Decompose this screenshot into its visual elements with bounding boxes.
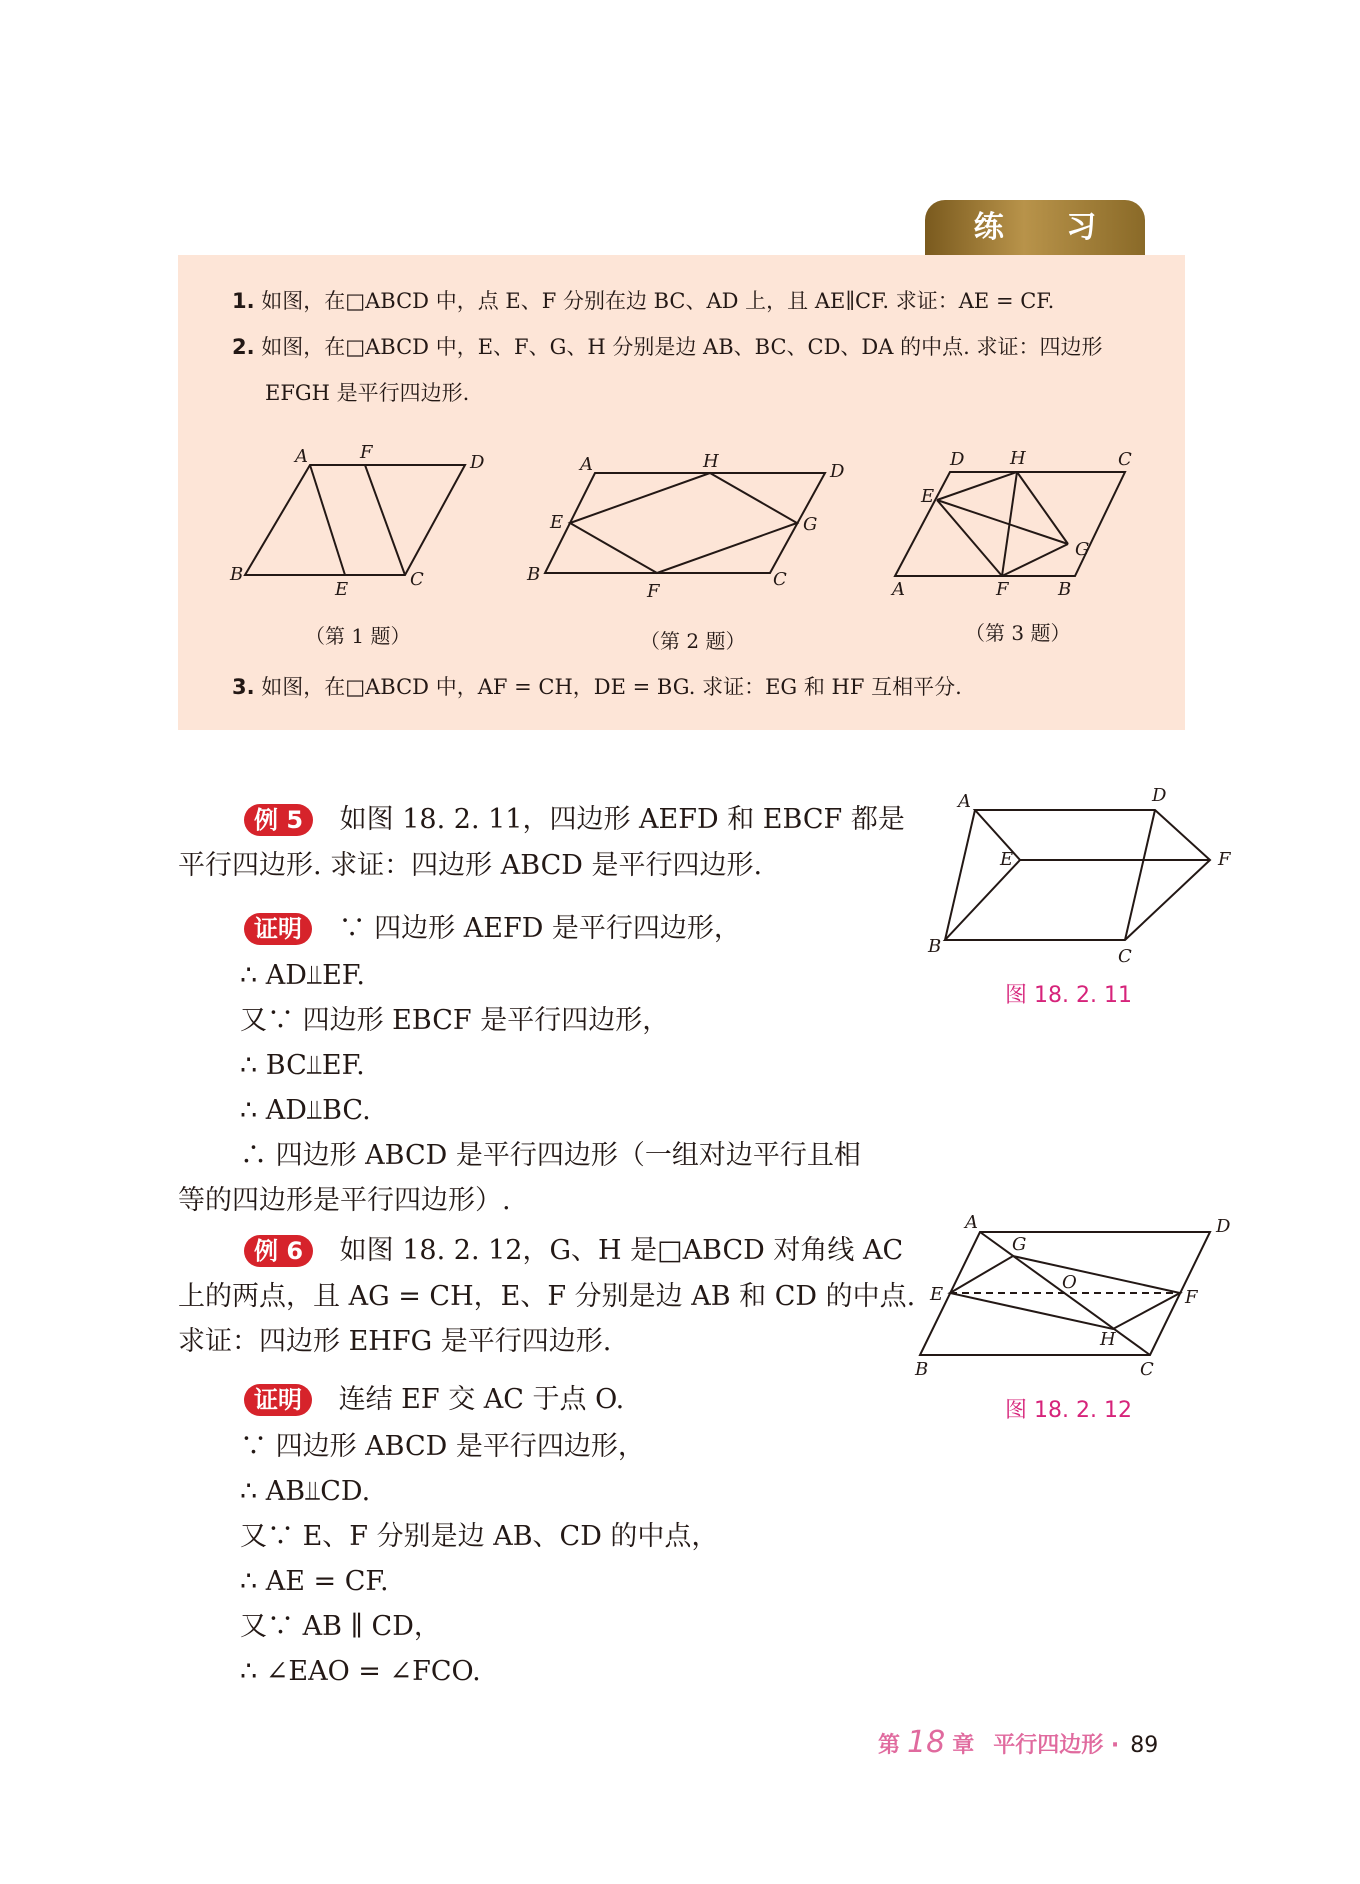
example-6-line-2: 上的两点，且 AG = CH，E、F 分别是边 AB 和 CD 的中点. bbox=[178, 1281, 916, 1312]
f3-label-h: H bbox=[1010, 448, 1026, 469]
figure-ex3-caption: （第 3 题） bbox=[965, 621, 1071, 645]
f2-quadrilateral-efgh bbox=[570, 473, 797, 573]
example-6-proof-first: 连结 EF 交 AC 于点 O. bbox=[338, 1384, 625, 1415]
f1-label-e: E bbox=[335, 579, 349, 600]
f2-label-f: F bbox=[647, 581, 660, 602]
f11-label-b: B bbox=[928, 936, 942, 957]
f12-label-e: E bbox=[930, 1284, 944, 1305]
f3-label-g: G bbox=[1075, 539, 1090, 560]
example-5-proof-badge: 证明 bbox=[244, 913, 312, 945]
f3-line-hf bbox=[1002, 472, 1017, 576]
example-6-proof-badge: 证明 bbox=[244, 1384, 312, 1416]
exercise-header: 练 习 bbox=[925, 200, 1145, 256]
footer-chapter-title: 平行四边形 · bbox=[993, 1733, 1120, 1758]
figure-ex1-caption: （第 1 题） bbox=[305, 624, 411, 648]
figure-ex1 bbox=[225, 440, 495, 600]
f12-label-h: H bbox=[1100, 1329, 1116, 1350]
f1-label-c: C bbox=[410, 569, 424, 590]
f2-label-a: A bbox=[580, 454, 593, 475]
example-5-proof-step-5: ∴ AD⫫BC. bbox=[240, 1095, 371, 1126]
example-6-proof-step-4: ∴ AE = CF. bbox=[240, 1566, 389, 1597]
example-5-line-1 bbox=[244, 802, 905, 838]
f3-label-b: B bbox=[1058, 579, 1072, 600]
example-5-proof-step-1: ∵ 四边形 AEFD 是平行四边形， bbox=[338, 913, 741, 944]
f12-label-o: O bbox=[1062, 1272, 1077, 1293]
f11-outline bbox=[945, 810, 1210, 940]
example-5-badge: 例 5 bbox=[244, 804, 313, 836]
f11-label-d: D bbox=[1152, 785, 1167, 806]
example-6-proof-step-6: ∴ ∠EAO = ∠FCO. bbox=[240, 1656, 481, 1687]
f1-label-a: A bbox=[295, 446, 308, 467]
page-footer bbox=[878, 1725, 1158, 1760]
f11-line-dc bbox=[1125, 810, 1155, 940]
example-5-proof-end: 等的四边形是平行四边形）. bbox=[178, 1185, 511, 1216]
example-6-badge: 例 6 bbox=[244, 1235, 313, 1267]
f1-line-fc bbox=[365, 465, 405, 575]
f12-label-g: G bbox=[1012, 1234, 1027, 1255]
example-6-proof-step-1: ∵ 四边形 ABCD 是平行四边形， bbox=[240, 1431, 645, 1462]
footer-chapter-prefix: 第 bbox=[878, 1733, 901, 1758]
f3-label-a: A bbox=[892, 579, 905, 600]
f2-parallelogram bbox=[545, 473, 825, 573]
f11-label-a: A bbox=[958, 791, 971, 812]
exercise-3-text: 如图，在□ABCD 中，AF = CH，DE = BG. 求证：EG 和 HF 互相平分. bbox=[261, 675, 962, 699]
example-5-line-2: 平行四边形. 求证：四边形 ABCD 是平行四边形. bbox=[178, 850, 763, 881]
f1-label-b: B bbox=[230, 564, 244, 585]
f2-label-h: H bbox=[703, 451, 719, 472]
f3-line-hg bbox=[1017, 472, 1068, 544]
example-6-line-1 bbox=[244, 1233, 903, 1269]
f11-label-e: E bbox=[1000, 849, 1014, 870]
f2-label-c: C bbox=[773, 569, 787, 590]
exercise-2-text: 如图，在□ABCD 中，E、F、G、H 分别是边 AB、BC、CD、DA 的中点. 求证：四边形 bbox=[261, 335, 1103, 359]
figure-ex2 bbox=[525, 445, 855, 605]
example-5-proof-step-4: ∴ BC⫫EF. bbox=[240, 1050, 365, 1081]
example-6-proof-line-1 bbox=[244, 1382, 624, 1418]
f11-label-c: C bbox=[1118, 946, 1132, 967]
f1-parallelogram bbox=[245, 465, 465, 575]
exercise-1-text: 如图，在□ABCD 中，点 E、F 分别在边 BC、AD 上，且 AE∥CF. 求证：AE = CF. bbox=[261, 289, 1055, 313]
figure-18-2-11-caption: 图 18. 2. 11 bbox=[1005, 983, 1132, 1008]
f12-label-d: D bbox=[1216, 1216, 1231, 1237]
figure-ex3 bbox=[880, 440, 1150, 600]
exercise-1 bbox=[232, 286, 1054, 316]
example-5-proof-step-2: ∴ AD⫫EF. bbox=[240, 960, 365, 991]
f12-label-a: A bbox=[965, 1212, 978, 1233]
example-6-proof-step-5: 又∵ AB ∥ CD， bbox=[240, 1611, 441, 1642]
f3-line-fg bbox=[1002, 544, 1068, 576]
f12-label-b: B bbox=[915, 1359, 929, 1380]
f2-label-b: B bbox=[527, 564, 541, 585]
exercise-2 bbox=[232, 332, 1102, 362]
f11-line-ab bbox=[945, 810, 975, 940]
f1-label-d: D bbox=[470, 452, 485, 473]
footer-chapter-suffix: 章 bbox=[952, 1733, 975, 1758]
f3-label-d: D bbox=[950, 449, 965, 470]
f12-label-c: C bbox=[1140, 1359, 1154, 1380]
example-6-proof-step-2: ∴ AB⫫CD. bbox=[240, 1476, 371, 1507]
exercise-3 bbox=[232, 672, 962, 702]
figure-18-2-12-caption: 图 18. 2. 12 bbox=[1005, 1398, 1132, 1423]
f11-label-f: F bbox=[1218, 849, 1231, 870]
exercise-2-continued: EFGH 是平行四边形. bbox=[265, 381, 470, 405]
example-6-line-3: 求证：四边形 EHFG 是平行四边形. bbox=[178, 1326, 612, 1357]
f2-label-e: E bbox=[550, 512, 564, 533]
figure-18-2-12 bbox=[900, 1210, 1240, 1385]
f3-label-c: C bbox=[1118, 449, 1132, 470]
exercise-3-number: 3. bbox=[232, 675, 255, 699]
f1-line-ae bbox=[310, 465, 345, 575]
f1-label-f: F bbox=[360, 442, 373, 463]
page-number: 89 bbox=[1130, 1733, 1159, 1758]
example-5-proof-step-3: 又∵ 四边形 EBCF 是平行四边形， bbox=[240, 1005, 670, 1036]
figure-18-2-11 bbox=[920, 785, 1240, 970]
f3-line-eh bbox=[937, 472, 1017, 500]
example-6-proof-step-3: 又∵ E、F 分别是边 AB、CD 的中点， bbox=[240, 1521, 719, 1552]
exercise-1-number: 1. bbox=[232, 289, 255, 313]
exercise-2-number: 2. bbox=[232, 335, 255, 359]
f12-label-f: F bbox=[1185, 1287, 1198, 1308]
example-5-proof-step-6: ∴ 四边形 ABCD 是平行四边形（一组对边平行且相 bbox=[240, 1140, 861, 1171]
example-6-statement: 如图 18. 2. 12，G、H 是□ABCD 对角线 AC bbox=[339, 1235, 904, 1266]
footer-chapter-number: 18 bbox=[907, 1725, 946, 1760]
f3-label-e: E bbox=[921, 486, 935, 507]
f2-label-g: G bbox=[803, 514, 818, 535]
example-5-statement: 如图 18. 2. 11，四边形 AEFD 和 EBCF 都是 bbox=[339, 804, 905, 835]
example-5-proof-line-1 bbox=[244, 911, 741, 947]
figure-ex2-caption: （第 2 题） bbox=[640, 629, 746, 653]
f3-label-f: F bbox=[996, 579, 1009, 600]
f2-label-d: D bbox=[830, 461, 845, 482]
